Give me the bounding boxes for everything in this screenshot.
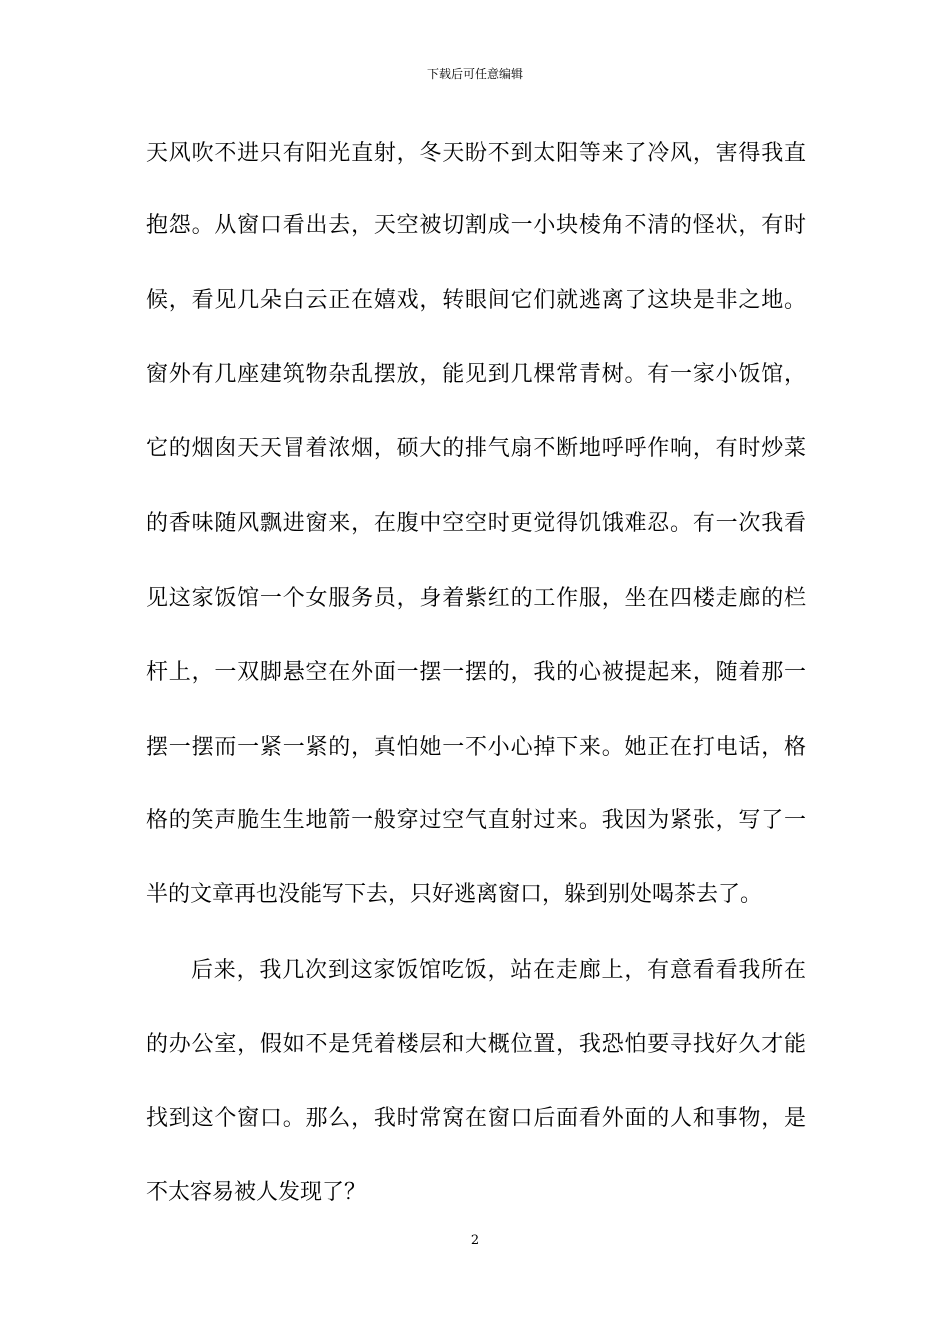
text-line: 的办公室，假如不是凭着楼层和大概位置，我恐怕要寻找好久才能 <box>146 1032 806 1057</box>
text-line: 窗外有几座建筑物杂乱摆放，能见到几棵常青树。有一家小饭馆， <box>146 362 806 387</box>
text-line: 见这家饭馆一个女服务员，身着紫红的工作服，坐在四楼走廊的栏 <box>146 586 806 611</box>
paragraph-start-line: 后来，我几次到这家饭馆吃饭，站在走廊上，有意看看我所在 <box>191 958 806 983</box>
text-line: 不太容易被人发现了？ <box>146 1180 367 1205</box>
text-line: 找到这个窗口。那么，我时常窝在窗口后面看外面的人和事物，是 <box>146 1106 806 1131</box>
page-header: 下载后可任意编辑 <box>426 67 523 81</box>
text-line: 半的文章再也没能写下去，只好逃离窗口，躲到别处喝茶去了。 <box>146 882 763 907</box>
text-line: 候，看见几朵白云正在嬉戏，转眼间它们就逃离了这块是非之地。 <box>146 288 806 313</box>
text-line: 摆一摆而一紧一紧的，真怕她一不小心掉下来。她正在打电话，格 <box>146 735 806 760</box>
text-line: 天风吹不进只有阳光直射，冬天盼不到太阳等来了冷风，害得我直 <box>146 141 806 166</box>
text-line: 它的烟囱天天冒着浓烟，硕大的排气扇不断地呼呼作响，有时炒菜 <box>146 436 806 461</box>
text-line: 杆上，一双脚悬空在外面一摆一摆的，我的心被提起来，随着那一 <box>146 660 806 685</box>
text-line: 格的笑声脆生生地箭一般穿过空气直射过来。我因为紧张，写了一 <box>146 808 806 833</box>
text-line: 抱怨。从窗口看出去，天空被切割成一小块棱角不清的怪状，有时 <box>146 213 806 238</box>
page-number: 2 <box>470 1233 480 1248</box>
text-line: 的香味随风飘进窗来，在腹中空空时更觉得饥饿难忍。有一次我看 <box>146 511 806 536</box>
